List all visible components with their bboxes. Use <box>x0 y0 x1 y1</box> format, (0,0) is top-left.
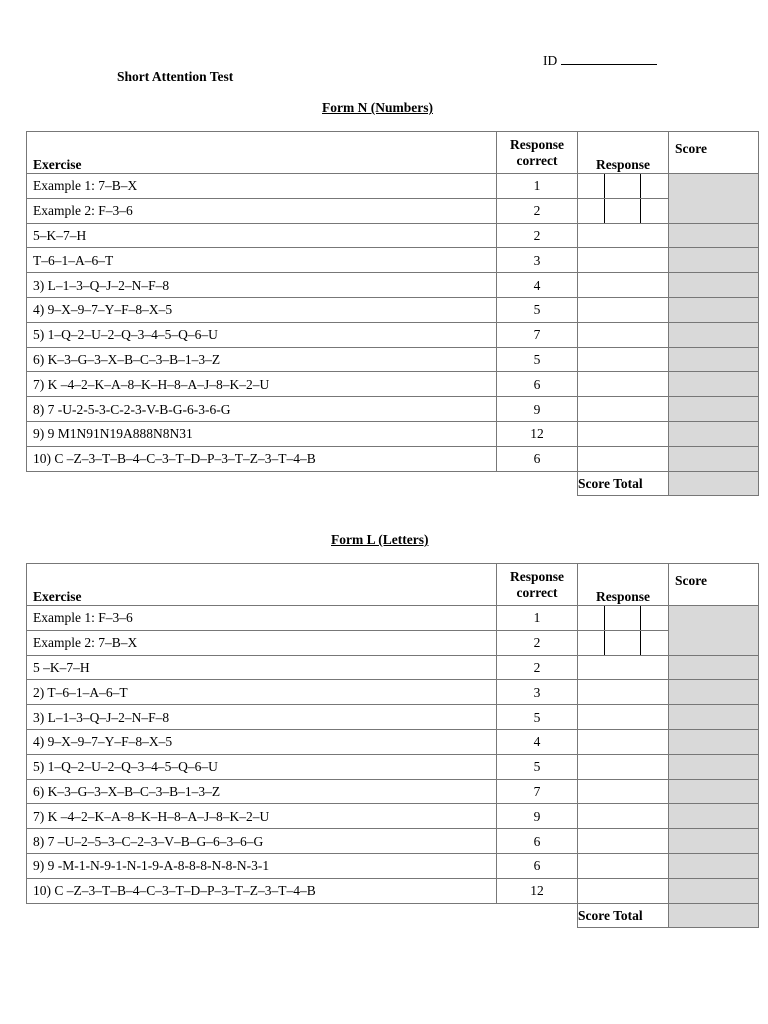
response-header: Response <box>578 564 669 606</box>
score-total-label: Score Total <box>578 903 669 928</box>
table-row <box>27 729 759 754</box>
response-cell[interactable] <box>578 372 669 397</box>
exercise-cell: 8) 7 –U–2–5–3–C–2–3–V–B–G–6–3–6–G <box>27 829 497 854</box>
form-n-header-row <box>27 132 759 174</box>
correct-cell: 3 <box>497 248 578 273</box>
exercise-cell: 4) 9–X–9–7–Y–F–8–X–5 <box>27 729 497 754</box>
response-cell[interactable] <box>578 198 669 223</box>
score-cell[interactable] <box>669 705 759 730</box>
score-cell[interactable] <box>669 754 759 779</box>
score-cell[interactable] <box>669 297 759 322</box>
table-row <box>27 322 759 347</box>
score-cell[interactable] <box>669 655 759 680</box>
test-title: Short Attention Test <box>117 69 234 84</box>
exercise-cell: 5 –K–7–H <box>27 655 497 680</box>
response-cell[interactable] <box>578 223 669 248</box>
score-total-label: Score Total <box>578 471 669 496</box>
id-blank-line[interactable] <box>561 51 657 65</box>
table-row <box>27 779 759 804</box>
score-cell[interactable] <box>669 779 759 804</box>
correct-cell: 2 <box>497 655 578 680</box>
exercise-cell: 3) L–1–3–Q–J–2–N–F–8 <box>27 705 497 730</box>
table-row <box>27 421 759 446</box>
table-row <box>27 705 759 730</box>
exercise-header: Exercise <box>27 132 497 174</box>
response-cell[interactable] <box>578 878 669 903</box>
correct-cell: 5 <box>497 297 578 322</box>
table-row <box>27 878 759 903</box>
correct-cell: 7 <box>497 779 578 804</box>
exercise-cell: Example 2: 7–B–X <box>27 630 497 655</box>
table-row <box>27 223 759 248</box>
exercise-cell: Example 1: 7–B–X <box>27 174 497 199</box>
correct-cell: 5 <box>497 347 578 372</box>
table-row <box>27 655 759 680</box>
score-cell[interactable] <box>669 347 759 372</box>
score-cell[interactable] <box>669 878 759 903</box>
correct-cell: 7 <box>497 322 578 347</box>
correct-cell: 1 <box>497 606 578 631</box>
exercise-cell: 8) 7 -U-2-5-3-C-2-3-V-B-G-6-3-6-G <box>27 397 497 422</box>
correct-cell: 4 <box>497 729 578 754</box>
score-cell[interactable] <box>669 829 759 854</box>
correct-cell: 3 <box>497 680 578 705</box>
table-row <box>27 174 759 199</box>
exercise-cell: 5–K–7–H <box>27 223 497 248</box>
table-row <box>27 273 759 298</box>
table-row <box>27 754 759 779</box>
response-cell[interactable] <box>578 248 669 273</box>
correct-cell: 12 <box>497 421 578 446</box>
score-total-row <box>27 903 759 928</box>
response-cell[interactable] <box>578 729 669 754</box>
score-total-row <box>27 471 759 496</box>
table-row <box>27 347 759 372</box>
correct-cell: 4 <box>497 273 578 298</box>
table-row <box>27 606 759 631</box>
exercise-cell: 9) 9 M1N91N19A888N8N31 <box>27 421 497 446</box>
exercise-cell: 10) C –Z–3–T–B–4–C–3–T–D–P–3–T–Z–3–T–4–B <box>27 446 497 471</box>
response-cell[interactable] <box>578 853 669 878</box>
exercise-header: Exercise <box>27 564 497 606</box>
form-n-table <box>26 131 759 496</box>
response-cell[interactable] <box>578 804 669 829</box>
score-cell[interactable] <box>669 397 759 422</box>
response-cell[interactable] <box>578 606 669 631</box>
exercise-cell: 5) 1–Q–2–U–2–Q–3–4–5–Q–6–U <box>27 754 497 779</box>
score-cell[interactable] <box>669 174 759 224</box>
correct-cell: 5 <box>497 754 578 779</box>
exercise-cell: 2) T–6–1–A–6–T <box>27 680 497 705</box>
response-correct-header: Response correct <box>497 564 578 606</box>
correct-cell: 6 <box>497 829 578 854</box>
correct-cell: 2 <box>497 223 578 248</box>
exercise-cell: 5) 1–Q–2–U–2–Q–3–4–5–Q–6–U <box>27 322 497 347</box>
response-cell[interactable] <box>578 273 669 298</box>
exercise-cell: 9) 9 -M-1-N-9-1-N-1-9-A-8-8-8-N-8-N-3-1 <box>27 853 497 878</box>
response-cell[interactable] <box>578 779 669 804</box>
response-cell[interactable] <box>578 630 669 655</box>
response-cell[interactable] <box>578 297 669 322</box>
score-cell[interactable] <box>669 248 759 273</box>
score-total-cell[interactable] <box>669 471 759 496</box>
exercise-cell: Example 2: F–3–6 <box>27 198 497 223</box>
table-row <box>27 198 759 223</box>
id-label: ID <box>543 53 558 68</box>
exercise-cell: 4) 9–X–9–7–Y–F–8–X–5 <box>27 297 497 322</box>
score-cell[interactable] <box>669 273 759 298</box>
table-row <box>27 446 759 471</box>
form-n-title: Form N (Numbers) <box>322 100 433 115</box>
response-cell[interactable] <box>578 680 669 705</box>
score-cell[interactable] <box>669 223 759 248</box>
response-cell[interactable] <box>578 397 669 422</box>
exercise-cell: 7) K –4–2–K–A–8–K–H–8–A–J–8–K–2–U <box>27 804 497 829</box>
table-row <box>27 630 759 655</box>
correct-cell: 12 <box>497 878 578 903</box>
correct-cell: 2 <box>497 198 578 223</box>
table-row <box>27 297 759 322</box>
table-row <box>27 248 759 273</box>
form-l-title: Form L (Letters) <box>331 532 429 547</box>
score-cell[interactable] <box>669 446 759 471</box>
response-cell[interactable] <box>578 754 669 779</box>
response-correct-header: Response correct <box>497 132 578 174</box>
table-row <box>27 829 759 854</box>
form-l-header-row <box>27 564 759 606</box>
exercise-cell: 6) K–3–G–3–X–B–C–3–B–1–3–Z <box>27 347 497 372</box>
correct-cell: 6 <box>497 853 578 878</box>
exercise-cell: Example 1: F–3–6 <box>27 606 497 631</box>
correct-cell: 6 <box>497 446 578 471</box>
response-cell[interactable] <box>578 705 669 730</box>
score-cell[interactable] <box>669 372 759 397</box>
exercise-cell: 10) C –Z–3–T–B–4–C–3–T–D–P–3–T–Z–3–T–4–B <box>27 878 497 903</box>
table-row <box>27 397 759 422</box>
response-cell[interactable] <box>578 322 669 347</box>
id-field[interactable] <box>543 51 657 69</box>
correct-cell: 9 <box>497 804 578 829</box>
table-row <box>27 853 759 878</box>
exercise-cell: T–6–1–A–6–T <box>27 248 497 273</box>
score-cell[interactable] <box>669 322 759 347</box>
correct-cell: 2 <box>497 630 578 655</box>
response-cell[interactable] <box>578 446 669 471</box>
form-l-table <box>26 563 759 928</box>
table-row <box>27 372 759 397</box>
response-cell[interactable] <box>578 174 669 199</box>
correct-cell: 9 <box>497 397 578 422</box>
score-cell[interactable] <box>669 680 759 705</box>
correct-cell: 6 <box>497 372 578 397</box>
response-cell[interactable] <box>578 655 669 680</box>
correct-cell: 1 <box>497 174 578 199</box>
response-cell[interactable] <box>578 347 669 372</box>
score-cell[interactable] <box>669 729 759 754</box>
score-cell[interactable] <box>669 804 759 829</box>
response-cell[interactable] <box>578 829 669 854</box>
score-cell[interactable] <box>669 421 759 446</box>
exercise-cell: 7) K –4–2–K–A–8–K–H–8–A–J–8–K–2–U <box>27 372 497 397</box>
score-header: Score <box>669 564 759 606</box>
correct-cell: 5 <box>497 705 578 730</box>
response-cell[interactable] <box>578 421 669 446</box>
exercise-cell: 3) L–1–3–Q–J–2–N–F–8 <box>27 273 497 298</box>
score-cell[interactable] <box>669 853 759 878</box>
score-header: Score <box>669 132 759 174</box>
table-row <box>27 804 759 829</box>
response-header: Response <box>578 132 669 174</box>
score-cell[interactable] <box>669 606 759 656</box>
exercise-cell: 6) K–3–G–3–X–B–C–3–B–1–3–Z <box>27 779 497 804</box>
table-row <box>27 680 759 705</box>
score-total-cell[interactable] <box>669 903 759 928</box>
